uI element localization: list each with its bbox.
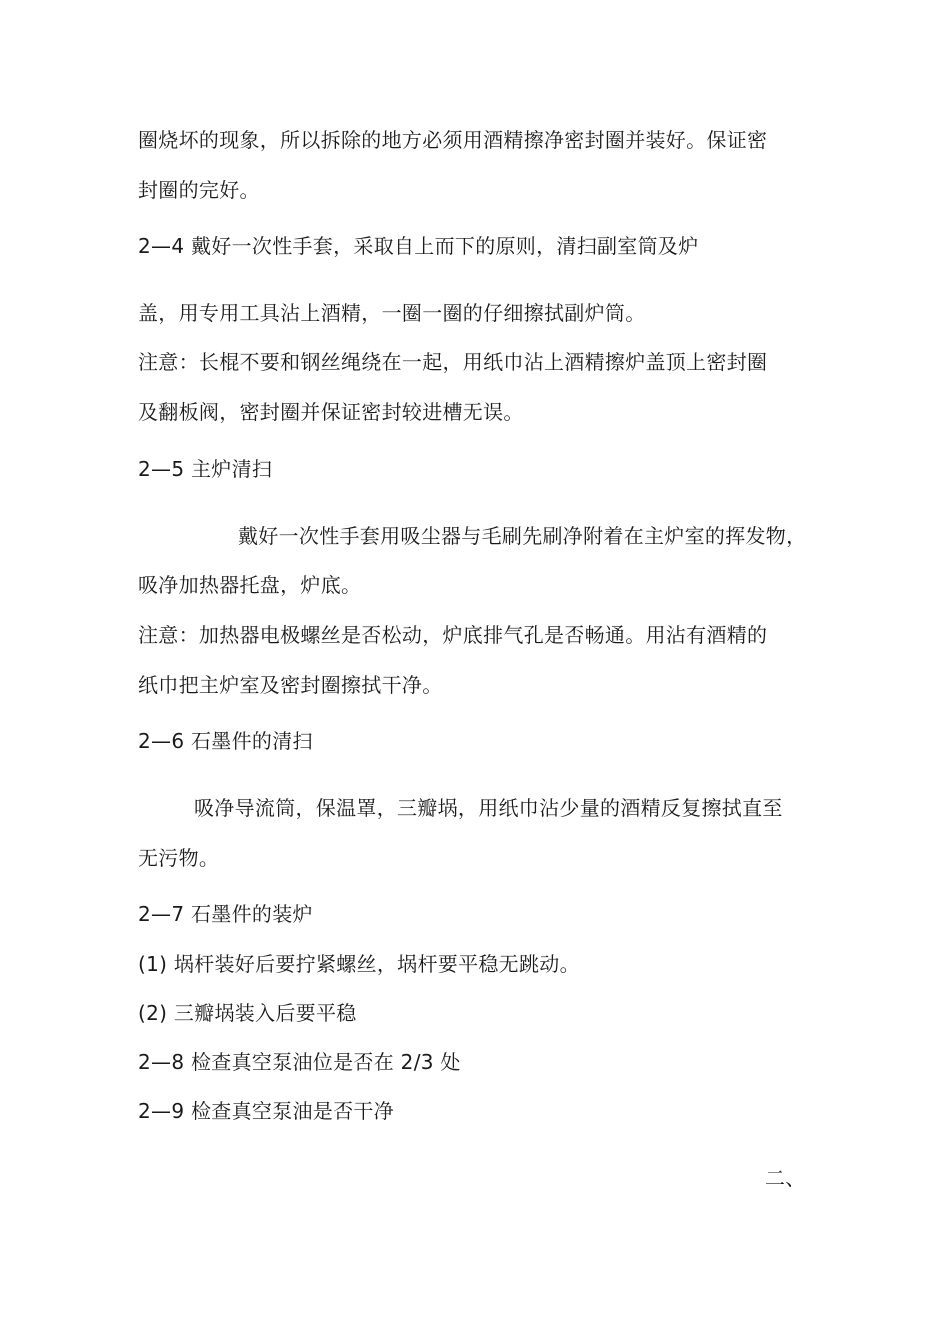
list-item-2: (2) 三瓣埚装入后要平稳 — [138, 1001, 357, 1025]
text-line: 无污物。 — [138, 846, 220, 870]
section-2-7-heading: 2—7 石墨件的装炉 — [138, 902, 313, 926]
text-line-indented: 戴好一次性手套用吸尘器与毛刷先刷净附着在主炉室的挥发物， — [238, 524, 807, 548]
section-2-4-heading: 2—4 戴好一次性手套，采取自上而下的原则，清扫副室筒及炉 — [138, 234, 699, 258]
text-line: 封圈的完好。 — [138, 178, 260, 202]
text-line: 及翻板阀，密封圈并保证密封较进槽无误。 — [138, 400, 524, 424]
text-line: 圈烧坏的现象，所以拆除的地方必须用酒精擦净密封圈并装好。保证密 — [138, 128, 768, 152]
section-2-6-heading: 2—6 石墨件的清扫 — [138, 729, 313, 753]
text-line: 吸净加热器托盘，炉底。 — [138, 573, 362, 597]
note-line: 注意：长棍不要和钢丝绳绕在一起，用纸巾沾上酒精擦炉盖顶上密封圈 — [138, 350, 768, 374]
section-2-9-heading: 2—9 检查真空泵油是否干净 — [138, 1099, 395, 1123]
section-2-8-heading: 2—8 检查真空泵油位是否在 2/3 处 — [138, 1050, 461, 1074]
section-two-marker: 二、 — [765, 1166, 806, 1190]
list-item-1: (1) 埚杆装好后要拧紧螺丝，埚杆要平稳无跳动。 — [138, 952, 580, 976]
text-line: 盖，用专用工具沾上酒精，一圈一圈的仔细擦拭副炉筒。 — [138, 301, 646, 325]
text-line: 纸巾把主炉室及密封圈擦拭干净。 — [138, 673, 443, 697]
section-2-5-heading: 2—5 主炉清扫 — [138, 457, 273, 481]
text-line-indented: 吸净导流筒，保温罩，三瓣埚，用纸巾沾少量的酒精反复擦拭直至 — [194, 796, 783, 820]
note-line: 注意：加热器电极螺丝是否松动，炉底排气孔是否畅通。用沾有酒精的 — [138, 623, 768, 647]
